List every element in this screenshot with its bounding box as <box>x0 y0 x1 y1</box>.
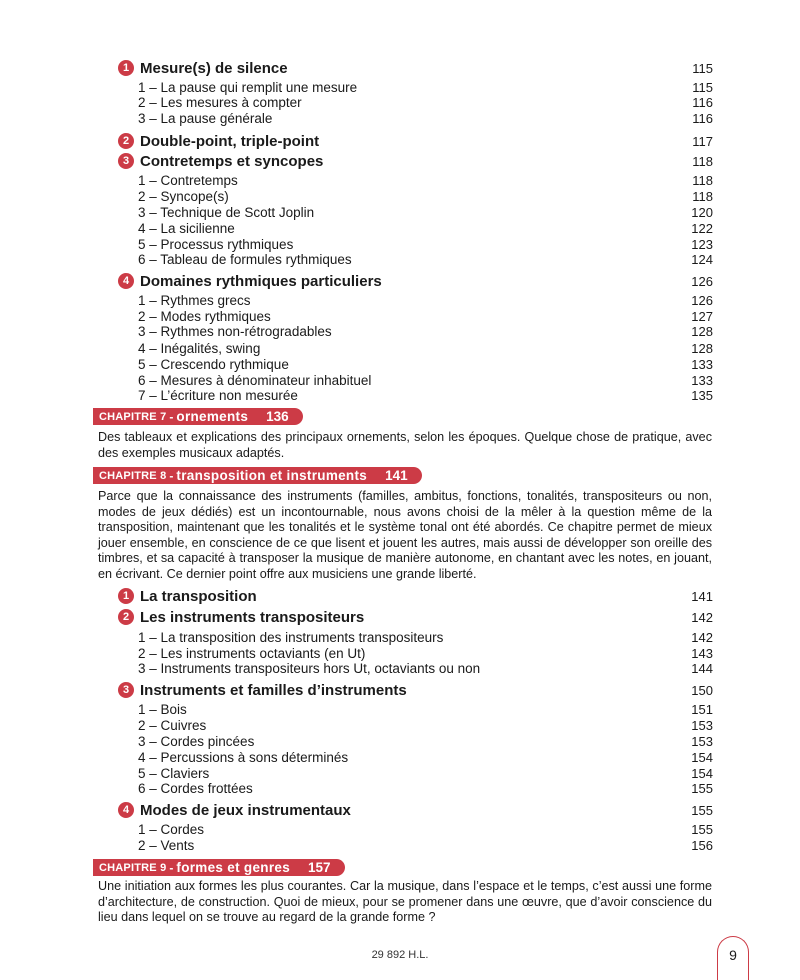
entry-title: 6 – Cordes frottées <box>138 780 253 796</box>
page-ref: 143 <box>691 645 713 661</box>
entry-title: 2 – Syncope(s) <box>138 188 229 204</box>
entry-title: 1 – Cordes <box>138 821 205 837</box>
toc-entry[interactable] <box>138 733 713 749</box>
toc-section[interactable] <box>118 607 713 627</box>
toc-entry[interactable] <box>138 821 713 837</box>
page-ref: 142 <box>691 609 713 625</box>
entry-title: 5 – Crescendo rythmique <box>138 356 289 372</box>
page-ref: 126 <box>691 292 713 308</box>
entry-title: 1 – Contretemps <box>138 172 238 188</box>
chapter-label: CHAPITRE 8 <box>99 469 167 482</box>
entry-title: 6 – Tableau de formules rythmiques <box>138 251 352 267</box>
section-title: Contretemps et syncopes <box>140 152 324 170</box>
toc-section[interactable] <box>118 800 713 820</box>
page-ref: 128 <box>691 323 713 339</box>
toc-entry[interactable] <box>138 372 713 388</box>
entry-title: 3 – La pause générale <box>138 110 273 126</box>
chapter-label: CHAPITRE 9 <box>99 861 167 874</box>
page-ref: 135 <box>691 387 713 403</box>
page-ref: 154 <box>691 765 713 781</box>
toc-entry[interactable] <box>138 356 713 372</box>
publisher-code: 29 892 H.L. <box>371 949 429 961</box>
entry-title: 1 – La pause qui remplit une mesure <box>138 79 358 95</box>
toc-section[interactable] <box>118 586 713 606</box>
chapter-8-banner[interactable] <box>93 467 422 484</box>
section-title: La transposition <box>140 587 257 605</box>
chapter-page: 157 <box>308 860 331 875</box>
entry-title: 7 – L’écriture non mesurée <box>138 387 298 403</box>
page-ref: 118 <box>692 172 713 188</box>
chapter-separator: - <box>169 409 174 424</box>
page-ref: 151 <box>691 701 713 717</box>
toc-entry[interactable] <box>138 701 713 717</box>
toc-entry[interactable] <box>138 94 713 110</box>
entry-title: 4 – Inégalités, swing <box>138 340 261 356</box>
chapter-title: transposition et instruments <box>176 468 368 483</box>
entry-title: 2 – Les instruments octaviants (en Ut) <box>138 645 366 661</box>
page-ref: 155 <box>691 802 713 818</box>
toc-entry[interactable] <box>138 323 713 339</box>
toc-entry[interactable] <box>138 172 713 188</box>
toc-entry[interactable] <box>138 220 713 236</box>
chapter-title: ornements <box>176 409 249 424</box>
page-ref: 155 <box>691 821 713 837</box>
page-ref: 141 <box>691 588 713 604</box>
section-number-badge: 3 <box>118 682 134 698</box>
section-title: Domaines rythmiques particuliers <box>140 272 382 290</box>
chapter-7-banner[interactable] <box>93 408 303 425</box>
page-number: 9 <box>729 947 737 963</box>
entry-title: 4 – Percussions à sons déterminés <box>138 749 349 765</box>
chapter-8-description: Parce que la connaissance des instruments (familles, ambitus, fonctions, tonalités, transpositeurs ou non, modes de jeux dédiés) est un incontournable, nous avons choisi de la mêler à la question même de la transposition, maintenant que les tonalités et le système tonal ont été abordés. Ce chapitre permet de mieux jouer ensemble, en conscience de ce que lisent et jouent les autres, mais aussi de développer son oreille des timbres, et sa capacité à transposer la musique de manière autonome, en chantant avec les notes, en jouant, en écrivant. Ce dernier point offre aux musiciens une grande liberté. <box>98 489 712 581</box>
chapter-separator: - <box>169 468 174 483</box>
page-ref: 126 <box>691 273 713 289</box>
chapter-9-banner[interactable] <box>93 859 345 876</box>
page-ref: 118 <box>692 188 713 204</box>
chapter-label: CHAPITRE 7 <box>99 410 167 423</box>
section-number-badge: 3 <box>118 153 134 169</box>
section-title: Double-point, triple-point <box>140 132 320 150</box>
page-ref: 127 <box>691 308 713 324</box>
section-number-badge: 1 <box>118 60 134 76</box>
page-ref: 153 <box>691 733 713 749</box>
chapter-9-description: Une initiation aux formes les plus courantes. Car la musique, dans l’espace et le temps, c’est aussi une forme d’architecture, de construction. Quoi de mieux, pour se promener dans une œuvre, que d’avoir conscience du lieu dans lequel on se trouve au regard de la grande forme ? <box>98 879 712 924</box>
section-number-badge: 1 <box>118 588 134 604</box>
page-ref: 142 <box>691 629 713 645</box>
toc-entry[interactable] <box>138 204 713 220</box>
entry-title: 2 – Vents <box>138 837 195 853</box>
entry-title: 3 – Cordes pincées <box>138 733 255 749</box>
toc-entry[interactable] <box>138 780 713 796</box>
toc-entry[interactable] <box>138 765 713 781</box>
page-ref: 156 <box>691 837 713 853</box>
toc-section[interactable] <box>118 151 713 171</box>
toc-entry[interactable] <box>138 645 713 661</box>
page-ref: 120 <box>691 204 713 220</box>
page-ref: 154 <box>691 749 713 765</box>
page-ref: 116 <box>692 94 713 110</box>
toc-entry[interactable] <box>138 749 713 765</box>
toc-entry[interactable] <box>138 188 713 204</box>
chapter-page: 136 <box>266 409 289 424</box>
page-ref: 117 <box>692 133 713 149</box>
page-ref: 155 <box>691 780 713 796</box>
toc-section[interactable] <box>118 271 713 291</box>
chapter-7-description: Des tableaux et explications des principaux ornements, selon les époques. Quelque chose de pratique, avec des exemples musicaux adaptés. <box>98 430 712 460</box>
chapter-page: 141 <box>385 468 408 483</box>
entry-title: 5 – Processus rythmiques <box>138 236 294 252</box>
section-number-badge: 2 <box>118 133 134 149</box>
toc-entry[interactable] <box>138 660 713 676</box>
entry-title: 4 – La sicilienne <box>138 220 235 236</box>
toc-section[interactable] <box>118 58 713 78</box>
toc-entry[interactable] <box>138 236 713 252</box>
toc-entry[interactable] <box>138 292 713 308</box>
toc-entry[interactable] <box>138 629 713 645</box>
page-ref: 153 <box>691 717 713 733</box>
toc-entry[interactable] <box>138 110 713 126</box>
chapter-separator: - <box>169 860 174 875</box>
toc-entry[interactable] <box>138 251 713 267</box>
entry-title: 3 – Technique de Scott Joplin <box>138 204 315 220</box>
page-ref: 123 <box>691 236 713 252</box>
page-ref: 133 <box>691 356 713 372</box>
page-ref: 133 <box>691 372 713 388</box>
section-number-badge: 2 <box>118 609 134 625</box>
entry-title: 1 – Bois <box>138 701 187 717</box>
page-ref: 144 <box>691 660 713 676</box>
page-ref: 118 <box>692 153 713 169</box>
toc-entry[interactable] <box>138 340 713 356</box>
chapter-title: formes et genres <box>176 860 290 875</box>
entry-title: 1 – La transposition des instruments transpositeurs <box>138 629 444 645</box>
page-ref: 116 <box>692 110 713 126</box>
toc-entry[interactable] <box>138 79 713 95</box>
toc-section[interactable] <box>118 680 713 700</box>
page-number-tab <box>717 936 749 980</box>
entry-title: 3 – Instruments transpositeurs hors Ut, octaviants ou non <box>138 660 481 676</box>
entry-title: 5 – Claviers <box>138 765 210 781</box>
section-number-badge: 4 <box>118 802 134 818</box>
toc-section[interactable] <box>118 131 713 151</box>
toc-entry[interactable] <box>138 387 713 403</box>
page-ref: 150 <box>691 682 713 698</box>
entry-title: 2 – Les mesures à compter <box>138 94 302 110</box>
toc-entry[interactable] <box>138 308 713 324</box>
entry-title: 3 – Rythmes non-rétrogradables <box>138 323 332 339</box>
page-ref: 122 <box>691 220 713 236</box>
toc-entry[interactable] <box>138 837 713 853</box>
section-number-badge: 4 <box>118 273 134 289</box>
toc-entry[interactable] <box>138 717 713 733</box>
section-title: Modes de jeux instrumentaux <box>140 801 351 819</box>
entry-title: 2 – Modes rythmiques <box>138 308 271 324</box>
entry-title: 6 – Mesures à dénominateur inhabituel <box>138 372 372 388</box>
section-title: Mesure(s) de silence <box>140 59 288 77</box>
page-ref: 124 <box>691 251 713 267</box>
page-ref: 115 <box>692 60 713 76</box>
entry-title: 2 – Cuivres <box>138 717 207 733</box>
section-title: Les instruments transpositeurs <box>140 608 365 626</box>
entry-title: 1 – Rythmes grecs <box>138 292 251 308</box>
page-ref: 128 <box>691 340 713 356</box>
page-ref: 115 <box>692 79 713 95</box>
section-title: Instruments et familles d’instruments <box>140 681 407 699</box>
